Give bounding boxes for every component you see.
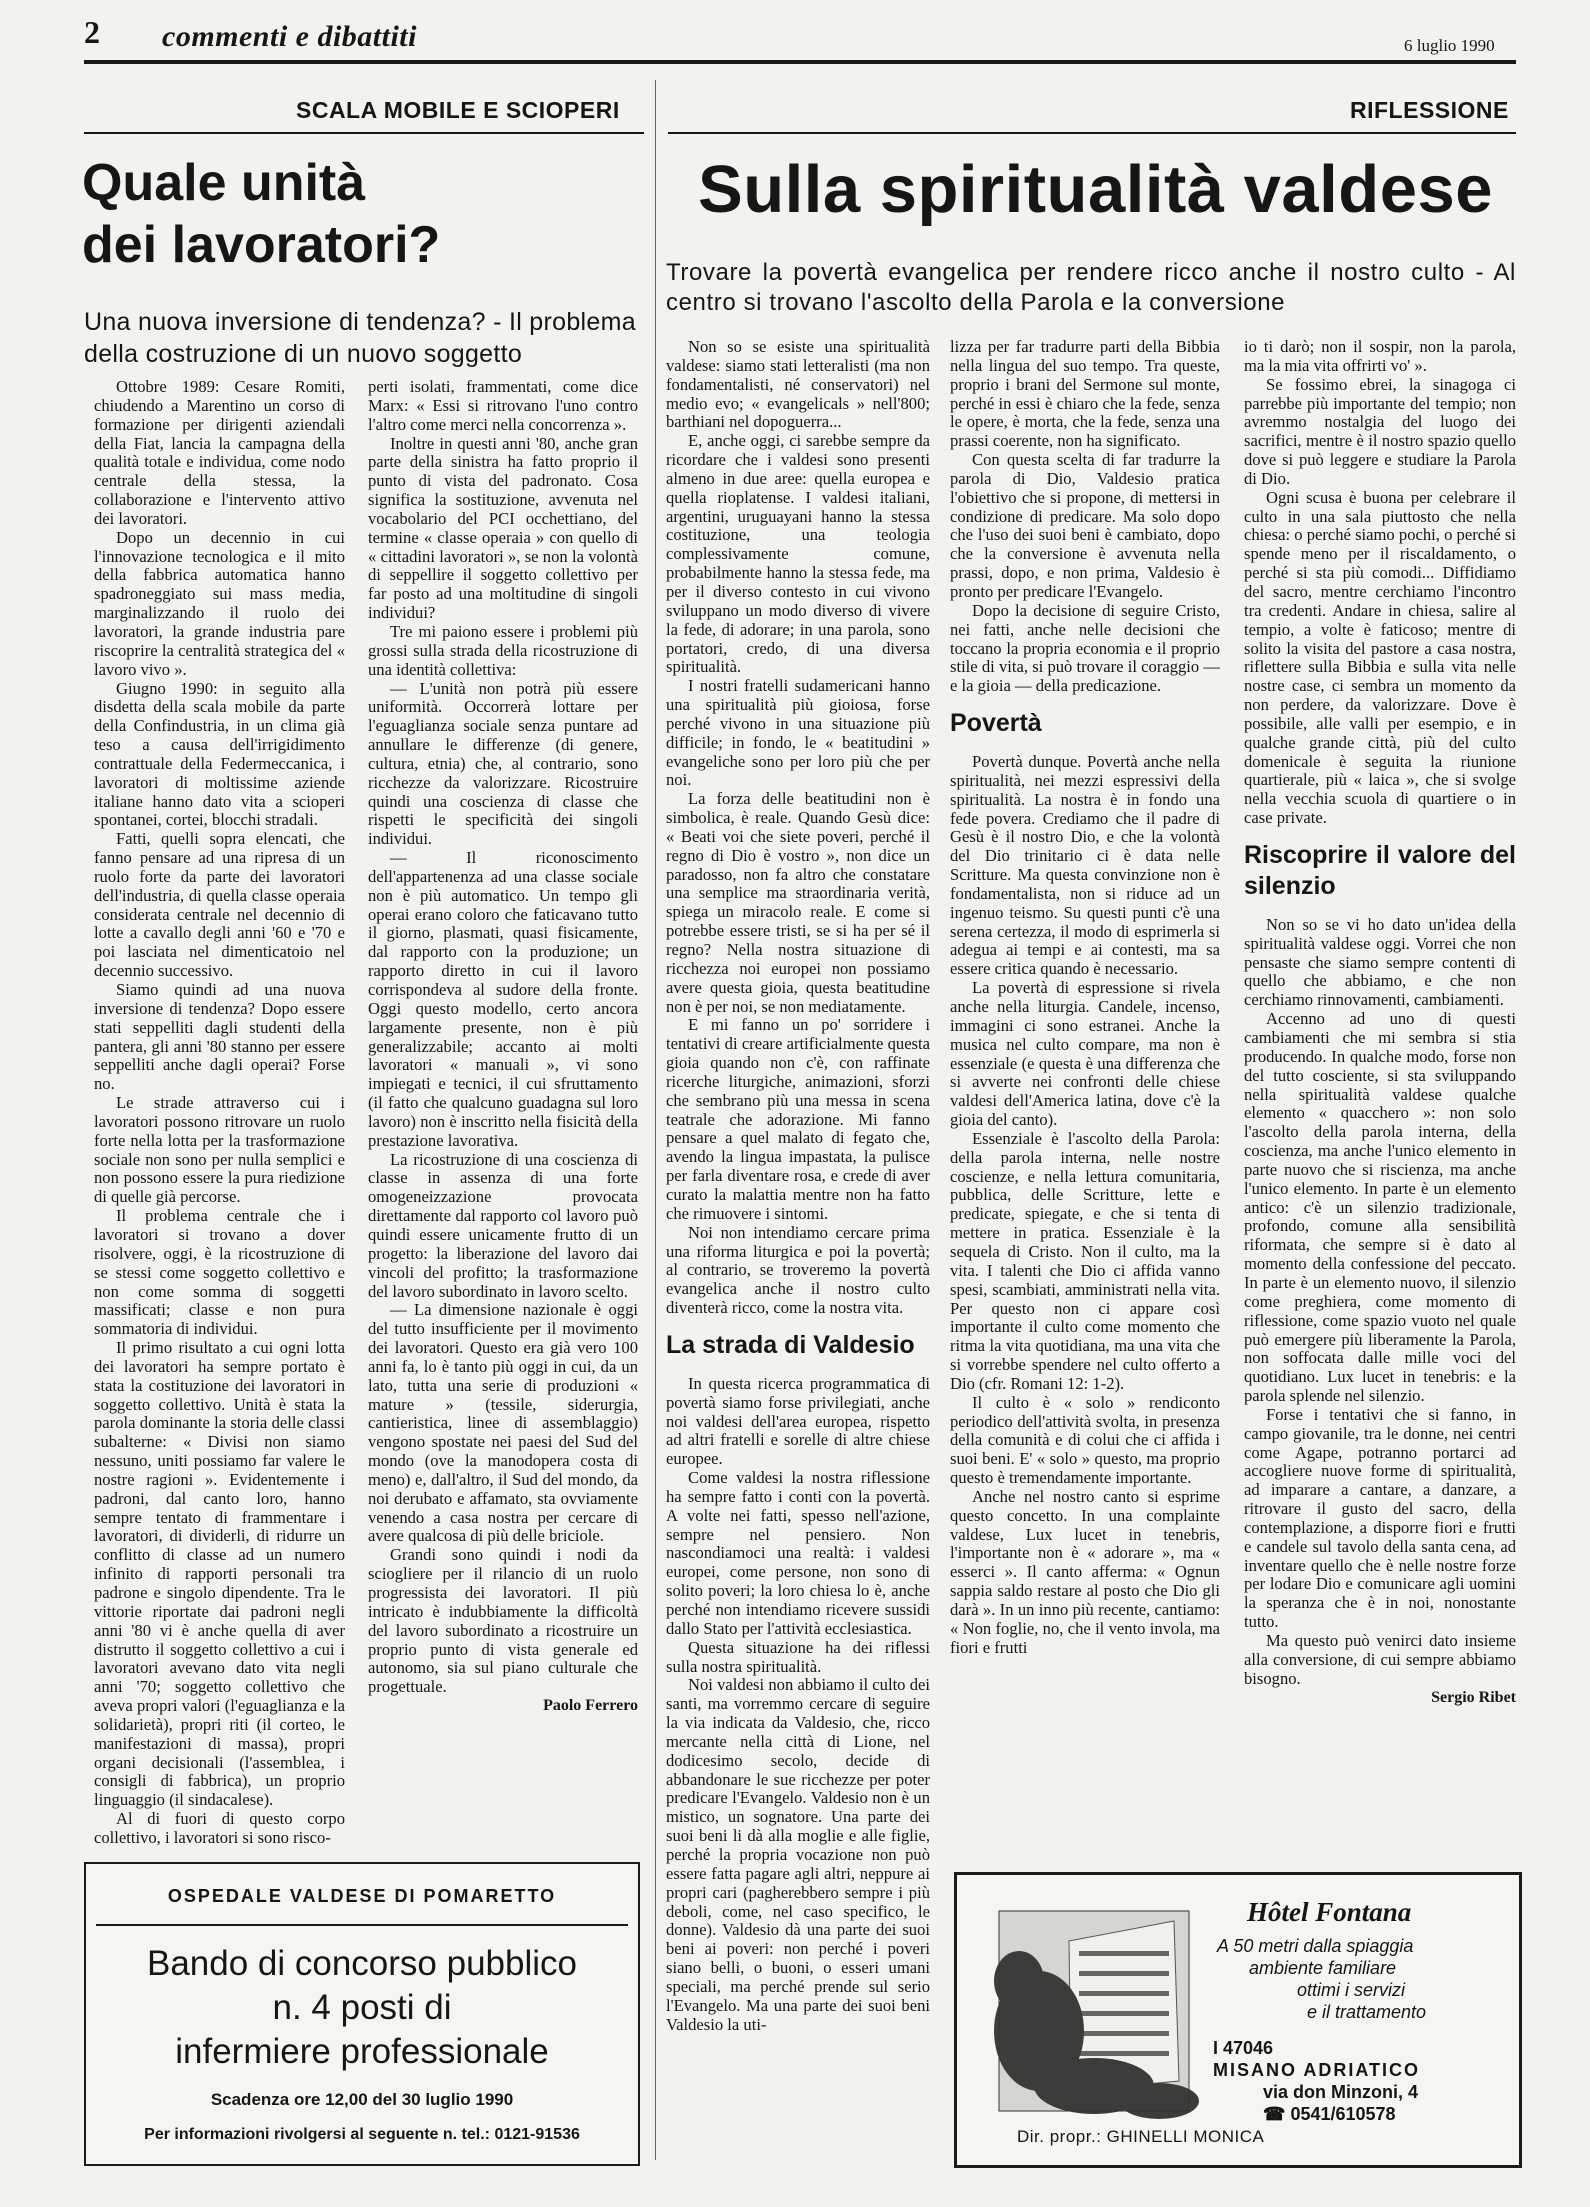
hotel-address — [1213, 2037, 1420, 2125]
paragraph: E mi fanno un po' sorridere i tentativi di creare artificialmente questa gioia quando non c'è, con raffinate ricerche liturgiche, animazioni, sforzi che sembrano più una messa in scena teatrale che adorazione. Mi fanno pensare a quel malato di fegato che, avendo la lingua impastata, la pulisce per farla diventare rosa, e crede di aver curato la malattia mentre non ha fatto che rimuovere i sintomi. — [666, 1015, 930, 1223]
paragraph: I nostri fratelli sudamericani hanno una spiritualità più gioiosa, forse perché vivono in una situazione più difficile; in fondo, le « beatitudini » evangeliche sono per loro più che per noi. — [666, 676, 930, 790]
right-subtitle: Trovare la povertà evangelica per rendere ricco anche il nostro culto - Al centro si trovano l'ascolto della Parola e la conversione — [666, 259, 1516, 316]
paragraph: Fatti, quelli sopra elencati, che fanno pensare ad una ripresa di un ruolo forte da parte dei lavoratori dell'industria, di quella classe operaia considerata centrale nel decennio di lotte a cavallo degli anni '60 e '70 e poi lasciata nel dimenticatoio nel decennio successivo. — [94, 829, 345, 981]
column-divider — [655, 80, 656, 2160]
left-subtitle: Una nuova inversione di tendenza? - Il problema della costruzione di un nuovo soggetto — [84, 308, 636, 368]
right-col-1 — [666, 338, 930, 2178]
paragraph: Grandi sono quindi i nodi da sciogliere per il rilancio di un ruolo progressista dei lavoratori. Il più intricato è indubbiamente la difficoltà del lavoro subordinato a ricostruire un proprio punto di vista generale ed autonomo, sia sul piano culturale che progettuale. — [368, 1545, 638, 1697]
hotel-line3: ottimi i servizi — [1297, 1980, 1406, 2000]
paragraph: Questa situazione ha dei riflessi sulla nostra spiritualità. — [666, 1637, 930, 1676]
paragraph: Giugno 1990: in seguito alla disdetta della scala mobile da parte della Confindustria, in un clima già teso a causa dell'irrigidimento contrattuale della Federmeccanica, i lavoratori di moltissime aziende italiane hanno dato vita a scioperi spontanei, cortei, blocchi stradali. — [94, 678, 345, 830]
paragraph: Accenno ad uno di questi cambiamenti che mi sembra si stia producendo. In qualche modo, forse non del tutto cosciente, si sta sviluppando nella spiritualità valdese qualche elemento « quacchero »: non solo l'ascolto della parola interna, della coscienza, ma anche l'unico elemento in parte nuovo che si riscienza, ma anche l'unico elemento. In parte è un elemento antico: c'è un silenzio tradizionale, profondo, comune alla sensibilità riformata, che sempre si è dato al momento della confessione del peccato. In parte è un elemento nuovo, il silenzio come preghiera, come momento di riflessione, come spazio vuoto nel quale può emergere più liberamente la Parola, non soffocata dalle mille voci del quotidiano. Lux lucet in tenebris: e la parola splende nel silenzio. — [1244, 1009, 1516, 1406]
paragraph: La forza delle beatitudini non è simbolica, è reale. Quando Gesù dice: « Beati voi che siete poveri, perché il regno di Dio è vostro », non dice un paradosso, non fa altro che constatare una semplice ma straordinaria verità, spiega un miracolo reale. E come si potrebbe essere tristi, se si ha per sé il regno? Nella nostra situazione di ricchezza noi europei non possiamo avere questa gioia, questa beatitudine non è per noi, se non mediatamente. — [666, 789, 930, 1016]
paragraph: Noi valdesi non abbiamo il culto dei santi, ma vorremmo cercare di seguire la via indicata da Valdesio, che, ricco mercante nella città di Lione, nel dodicesimo secolo, decide di abbandonare le sue ricchezze per poter predicare l'Evangelo. Valdesio non è un mistico, un sognatore. Una parte dei suoi beni li dà alla moglie e alle figlie, perché la propria vocazione non può essere fatta pagare agli altri, neppure ai propri cari (pagherebbero sempre i più deboli, come, nel caso specifico, le donne). Valdesio dà una parte dei suoi beni ai poveri: non perché i poveri siano belli, o buoni, o esseri umani speciali, ma perché prende sul serio l'Evangelo. Ma una parte dei suoi beni Valdesio la uti- — [666, 1675, 930, 2034]
hotel-ad — [954, 1872, 1522, 2168]
right-col-3 — [1244, 338, 1516, 1838]
page-number: 2 — [84, 14, 100, 50]
left-title-line2: dei lavoratori? — [82, 216, 441, 274]
paragraph: Al di fuori di questo corpo collettivo, i lavoratori si sono risco- — [94, 1809, 345, 1847]
paragraph: lizza per far tradurre parti della Bibbia nella lingua del suo tempo. Tra queste, proprio i brani del Sermone sul monte, perché in essi è chiaro che la fede, senza le opere, è morta, che la fede, senza una prassi coerente, non ha significato. — [950, 337, 1220, 451]
ad-title-line2: n. 4 posti di — [272, 1988, 452, 2027]
hotel-owner: Dir. propr.: GHINELLI MONICA — [1017, 2127, 1265, 2146]
paragraph: Non so se esiste una spiritualità valdese: siamo stati letteralisti (ma non fondamentalisti, né conservatori) nel medio evo; « evangelicals » nell'800; barthiani nel dopoguerra... — [666, 337, 930, 432]
hotel-name: Hôtel Fontana — [1247, 1897, 1412, 1927]
hotel-photo — [999, 1911, 1189, 2111]
left-col-1 — [94, 377, 345, 1847]
paragraph: Il primo risultato a cui ogni lotta dei lavoratori ha sempre portato è stata la costituzione dei lavoratori in soggetto collettivo. Unità è stata la parola dominante la storia delle classi subalterne: « Divisi non siamo nessuno, uniti possiamo far valere le nostre ragioni ». Evidentemente i padroni, dal canto loro, hanno sempre tentato di frammentare i lavoratori, di dividerli, di ridurre un conflitto di classe ad un numero infinito di rapporti personali tra padrone e singolo dipendente. Tra le vittorie riportate dai padroni negli anni '80 vi è anche quella di aver distrutto il soggetto collettivo a cui i lavoratori avevano dato vita negli anni '70; soggetto collettivo che aveva propri valori (l'eguaglianza e la solidarietà), propri riti (il corteo, le manifestazioni di massa), propri organi decisionali (l'assemblea, i consigli di fabbrica), un proprio linguaggio (il sindacalese). — [94, 1338, 345, 1810]
hotel-postcode: I 47046 — [1213, 2038, 1274, 2058]
subheading-silenzio: Riscoprire il valore del silenzio — [1244, 840, 1516, 900]
paragraph: Dopo un decennio in cui l'innovazione tecnologica e il mito della fabbrica automatica hanno spadroneggiato sui mass media, marginalizzando il ruolo dei lavoratori, la grande industria pare riscoprire la centralità strategica del « lavoro vivo ». — [94, 527, 345, 679]
paragraph: Inoltre in questi anni '80, anche gran parte della sinistra ha fatto proprio il punto di vista del padronato. Cosa significa la sostituzione, avvenuta nel vocabolario del PCI occhettiano, del termine « classe operaia » con quello di « cittadini lavoratori », se non la volontà di seppellire il soggetto collettivo per far posto ad una moltitudine di singoli individui? — [368, 433, 638, 623]
paragraph: La povertà di espressione si rivela anche nella liturgia. Candele, incenso, immagini ci sono estranei. Anche la musica nel culto compare, ma non è essenziale (e questa è una differenza che si avverte nei confronti delle chiese valdesi dell'America latina, dove c'è la gioia del canto). — [950, 978, 1220, 1130]
paragraph: Essenziale è l'ascolto della Parola: della parola interna, nelle nostre coscienze, e nella lettura comunitaria, pubblica, delle Scritture, lette e predicate, spiegate, e che si tenta di mettere in pratica. Essenziale è la sequela di Cristo. Non il culto, ma la vita. I talenti che Dio ci affida vanno spesi, scambiati, amministrati nella vita. Per questo non ci appare così importante il culto come momento che ritma la vita quotidiana, ma una vita che si vorrebbe spendere nel culto offerto a Dio (cfr. Romani 12: 1-2). — [950, 1128, 1220, 1393]
right-col-2 — [950, 338, 1220, 1838]
paragraph: perti isolati, frammentati, come dice Marx: « Essi si ritrovano l'uno contro l'altro come merci nella concorrenza ». — [368, 377, 638, 434]
paragraph: In questa ricerca programmatica di povertà siamo forse privilegiati, anche noi valdesi dell'area europea, rispetto ad altri fratelli e sorelle di altre chiese europee. — [666, 1373, 930, 1469]
right-title: Sulla spiritualità valdese — [698, 152, 1493, 227]
hotel-phone-row — [1213, 2103, 1420, 2125]
paragraph: Con questa scelta di far tradurre la parola di Dio, Valdesio pratica l'obiettivo che si propone, di mettersi in condizione di predicare. Ma solo dopo che l'uso dei suoi beni è cambiato, dopo che la conversione è avvenuta nella prassi, dopo, e non prima, Valdesio è pronto per predicare l'Evangelo. — [950, 450, 1220, 601]
hotel-phone: 0541/610578 — [1290, 2104, 1396, 2124]
header-rule — [84, 60, 1516, 64]
paragraph: Anche nel nostro canto si esprime questo concetto. In una complainte valdese, Lux lucet in tenebris, l'importante non è « adorare », ma « esserci ». Il canto afferma: « Ognun sappia saldo restare al posto che Dio gli darà ». In un inno più recente, cantiamo: « Non foglie, no, che il vento invola, ma fiori e frutti — [950, 1486, 1220, 1657]
left-kicker: SCALA MOBILE E SCIOPERI — [296, 97, 620, 123]
hotel-line2: ambiente familiare — [1249, 1958, 1397, 1978]
ad-title-line1: Bando di concorso pubblico — [146, 1944, 577, 1983]
paragraph: E, anche oggi, ci sarebbe sempre da ricordare che i valdesi sono presenti almeno in due aree: quella europea e quella rioplatense. I valdesi italiani, argentini, uruguayani hanno la stessa costituzione, una teologia complessivamente comune, probabilmente hanno la stessa fede, ma per il diverso contesto in cui vivono sviluppano un modo diverso di vivere la fede, di adorare; in una parola, sono portatori, credo, di una diversa spiritualità. — [666, 431, 930, 677]
paragraph: — Il riconoscimento dell'appartenenza ad una classe sociale non è più automatico. Un tempo gli operai erano coloro che faticavano tutto il giorno, plasmati, quasi fisicamente, dal rapporto con la produzione; un rapporto diretto in cui il lavoro corrispondeva al sudore della fronte. Oggi questo modello, certo ancora largamente presente, non è più generalizzabile; accanto ai molti lavoratori « manuali », vi sono impiegati e tecnici, il cui sfruttamento (il fatto che qualcuno guadagna sul loro lavoro) non è inscritto nella fisicità della prestazione lavorativa. — [368, 848, 638, 1150]
paragraph: Povertà dunque. Povertà anche nella spiritualità, nei mezzi espressivi della spiritualità. La nostra è in fondo una fede povera. Crediamo che il padre di Gesù è il nostro Dio, e che la volontà del Dio trinitario ci è data nelle Scritture. Ma questa convinzione non è fondamentalista, non si riduce ad un ingenuo teismo. Su questi punti c'è una serena certezza, il modo di esprimerla si adegua ai tempi e ai contesti, ma sa essere critica quando è necessario. — [950, 752, 1220, 979]
paragraph: Siamo quindi ad una nuova inversione di tendenza? Dopo essere stati seppelliti dagli studenti della pantera, gli anni '80 stanno per essere seppelliti anche dagli operai? Forse no. — [94, 980, 345, 1094]
hospital-name: OSPEDALE VALDESE DI POMARETTO — [167, 1886, 557, 1906]
hotel-line1: A 50 metri dalla spiaggia — [1217, 1936, 1414, 1956]
hospital-deadline: Scadenza ore 12,00 del 30 luglio 1990 — [210, 2090, 514, 2109]
paragraph: Come valdesi la nostra riflessione ha sempre fatto i conti con la povertà. A volte nei fatti, spesso nell'azione, sempre nel pensiero. Non nascondiamoci una realtà: i valdesi europei, come persone, non sono di solito poveri; la loro chiesa lo è, anche perché non intendiamo ricevere sussidi dallo Stato per l'attività ecclesiastica. — [666, 1468, 930, 1638]
paragraph: Il problema centrale che i lavoratori si trovano a dover risolvere, oggi, è la ricostruzione di se stessi come soggetto collettivo e non come somma di soggetti massificati; classe e non pura sommatoria di individui. — [94, 1206, 345, 1339]
ad-title-line3: infermiere professionale — [175, 2032, 549, 2071]
section-title: commenti e dibattiti — [162, 20, 417, 53]
hotel-slogan — [1207, 1935, 1507, 2023]
phone-icon: ☎ — [1263, 2104, 1286, 2124]
right-author: Sergio Ribet — [1431, 1688, 1516, 1706]
hospital-ad-title — [86, 1942, 638, 2074]
paragraph: Ogni scusa è buona per celebrare il culto in una sala piuttosto che nella chiesa: o perché siamo pochi, o perché si spende meno per il riscaldamento, o perché si sta più comodi... Diffidiamo del sacro, mentre cerchiamo l'incontro tra credenti. Andare in chiesa, salire al tempio, a volte è faticoso; mentre di solito la visita del pastore a casa nostra, riflettere sulla Bibbia e sulla vita nelle nostre case, ci sembra un momento da non perdere, da valorizzare. Dove è possibile, alle valli per esempio, e in qualche grande città, più del culto domenicale è seguita la riunione quartierale, più « laica », che si svolge nella vecchia scuola di quartiere o in case private. — [1244, 487, 1516, 828]
paragraph: Noi non intendiamo cercare prima una riforma liturgica e poi la povertà; al contrario, se troveremo la povertà evangelica anche il nostro culto diventerà ricco, come la nostra vita. — [666, 1222, 930, 1318]
paragraph: Forse i tentativi che si fanno, in campo giovanile, tra le donne, nei centri come Agape, potranno portarci ad accogliere nuove forme di spiritualità, ad imparare a cantare, a danzare, a ritrovare il gusto del sacro, della contemplazione, a disporre fiori e frutti e candele sul tavolo della santa cena, ad inventare quello che è nelle nostre forze per lodare Dio e comunicare agli uomini la speranza che è in noi, nonostante tutto. — [1244, 1404, 1516, 1632]
paragraph: Tre mi paiono essere i problemi più grossi sulla strada della ricostruzione di una identità collettiva: — [368, 621, 638, 679]
left-col-2 — [368, 378, 638, 1838]
paragraph: Le strade attraverso cui i lavoratori possono ritrovare un ruolo forte nella lotta per la trasformazione sociale non sono per nulla semplici e non possono essere la pura riedizione di quelle già percorse. — [94, 1093, 345, 1207]
paragraph: Il culto è « solo » rendiconto periodico dell'attività svolta, in presenza della comunità e di colui che ci affida i suoi beni. E' « solo » questo, ma proprio questo è tremendamente importante. — [950, 1392, 1220, 1488]
issue-date: 6 luglio 1990 — [1404, 36, 1495, 55]
hotel-town: MISANO ADRIATICO — [1213, 2060, 1420, 2080]
paragraph: — La dimensione nazionale è oggi del tutto insufficiente per il movimento dei lavoratori. Questo era già vero 100 anni fa, lo è tanto più oggi in cui, da un lato, tutta una serie di produzioni « mature » (tessile, siderurgia, cantieristica, linee di assemblaggio) vengono spostate nei paesi del Sud del mondo (ove la manodopera costa di meno) e, dall'altro, il Sud del mondo, da noi derubato e affamato, sta ovviamente venendo a casa nostra per cercare di avere qualcosa di più delle briciole. — [368, 1300, 638, 1546]
subheading-poverta: Povertà — [950, 709, 1042, 738]
subheading-strada: La strada di Valdesio — [666, 1330, 915, 1359]
paragraph: Non so se vi ho dato un'idea della spiritualità valdese oggi. Vorrei che non pensaste che siamo sempre contenti di quello che abbiamo, e che non cerchiamo rinnovamenti, cambiamenti. — [1244, 914, 1516, 1010]
paragraph: Dopo la decisione di seguire Cristo, nei fatti, anche nelle decisioni che toccano la propria economia e il proprio stile di vita, si può trovare il coraggio — e la gioia — della predicazione. — [950, 600, 1220, 696]
left-title-line1: Quale unità — [82, 154, 366, 212]
left-title — [82, 152, 440, 276]
hospital-ad — [84, 1862, 640, 2166]
hotel-line4: e il trattamento — [1307, 2002, 1427, 2022]
left-author: Paolo Ferrero — [543, 1697, 638, 1715]
paragraph: Ma questo può venirci dato insieme alla conversione, di cui sempre abbiamo bisogno. — [1244, 1631, 1516, 1688]
paragraph: Ottobre 1989: Cesare Romiti, chiudendo a Marentino un corso di formazione per dirigenti aziendali della Fiat, lancia la campagna della qualità totale e individua, come nodo centrale della stessa, la collaborazione e l'intervento attivo dei lavoratori. — [94, 377, 345, 528]
left-kicker-rule — [84, 132, 644, 134]
hospital-rule — [96, 1924, 628, 1926]
paragraph: — L'unità non potrà più essere uniformità. Occorrerà lottare per l'eguaglianza sociale senza puntare ad annullare le differenze (di genere, cultura, etnia) che, al contrario, sono ricchezze da valorizzare. Ricostruire quindi una coscienza di classe che rispetti le specificità dei singoli individui. — [368, 678, 638, 849]
hospital-info: Per informazioni rivolgersi al seguente n. tel.: 0121-91536 — [144, 2126, 580, 2143]
paragraph: Se fossimo ebrei, la sinagoga ci parrebbe più importante del tempio; non avremmo nostalgia del luogo dei sacrifici, mentre è il nostro spazio quello dove si può leggere e studiare la Parola di Dio. — [1244, 374, 1516, 488]
hotel-building-icon — [999, 1911, 1189, 2111]
hotel-street: via don Minzoni, 4 — [1263, 2082, 1419, 2102]
right-kicker-rule — [668, 132, 1516, 134]
paragraph: La ricostruzione di una coscienza di classe in assenza di una forte omogeneizzazione provocata direttamente dal rapporto col lavoro può quindi essere unicamente frutto di un progetto: la liberazione del lavoro dai vincoli del profitto; la trasformazione del lavoro subordinato in lavoro scelto. — [368, 1149, 638, 1301]
right-kicker: RIFLESSIONE — [1350, 97, 1509, 123]
paragraph: io ti darò; non il sospir, non la parola, ma la mia vita offrirti vo' ». — [1244, 337, 1516, 375]
